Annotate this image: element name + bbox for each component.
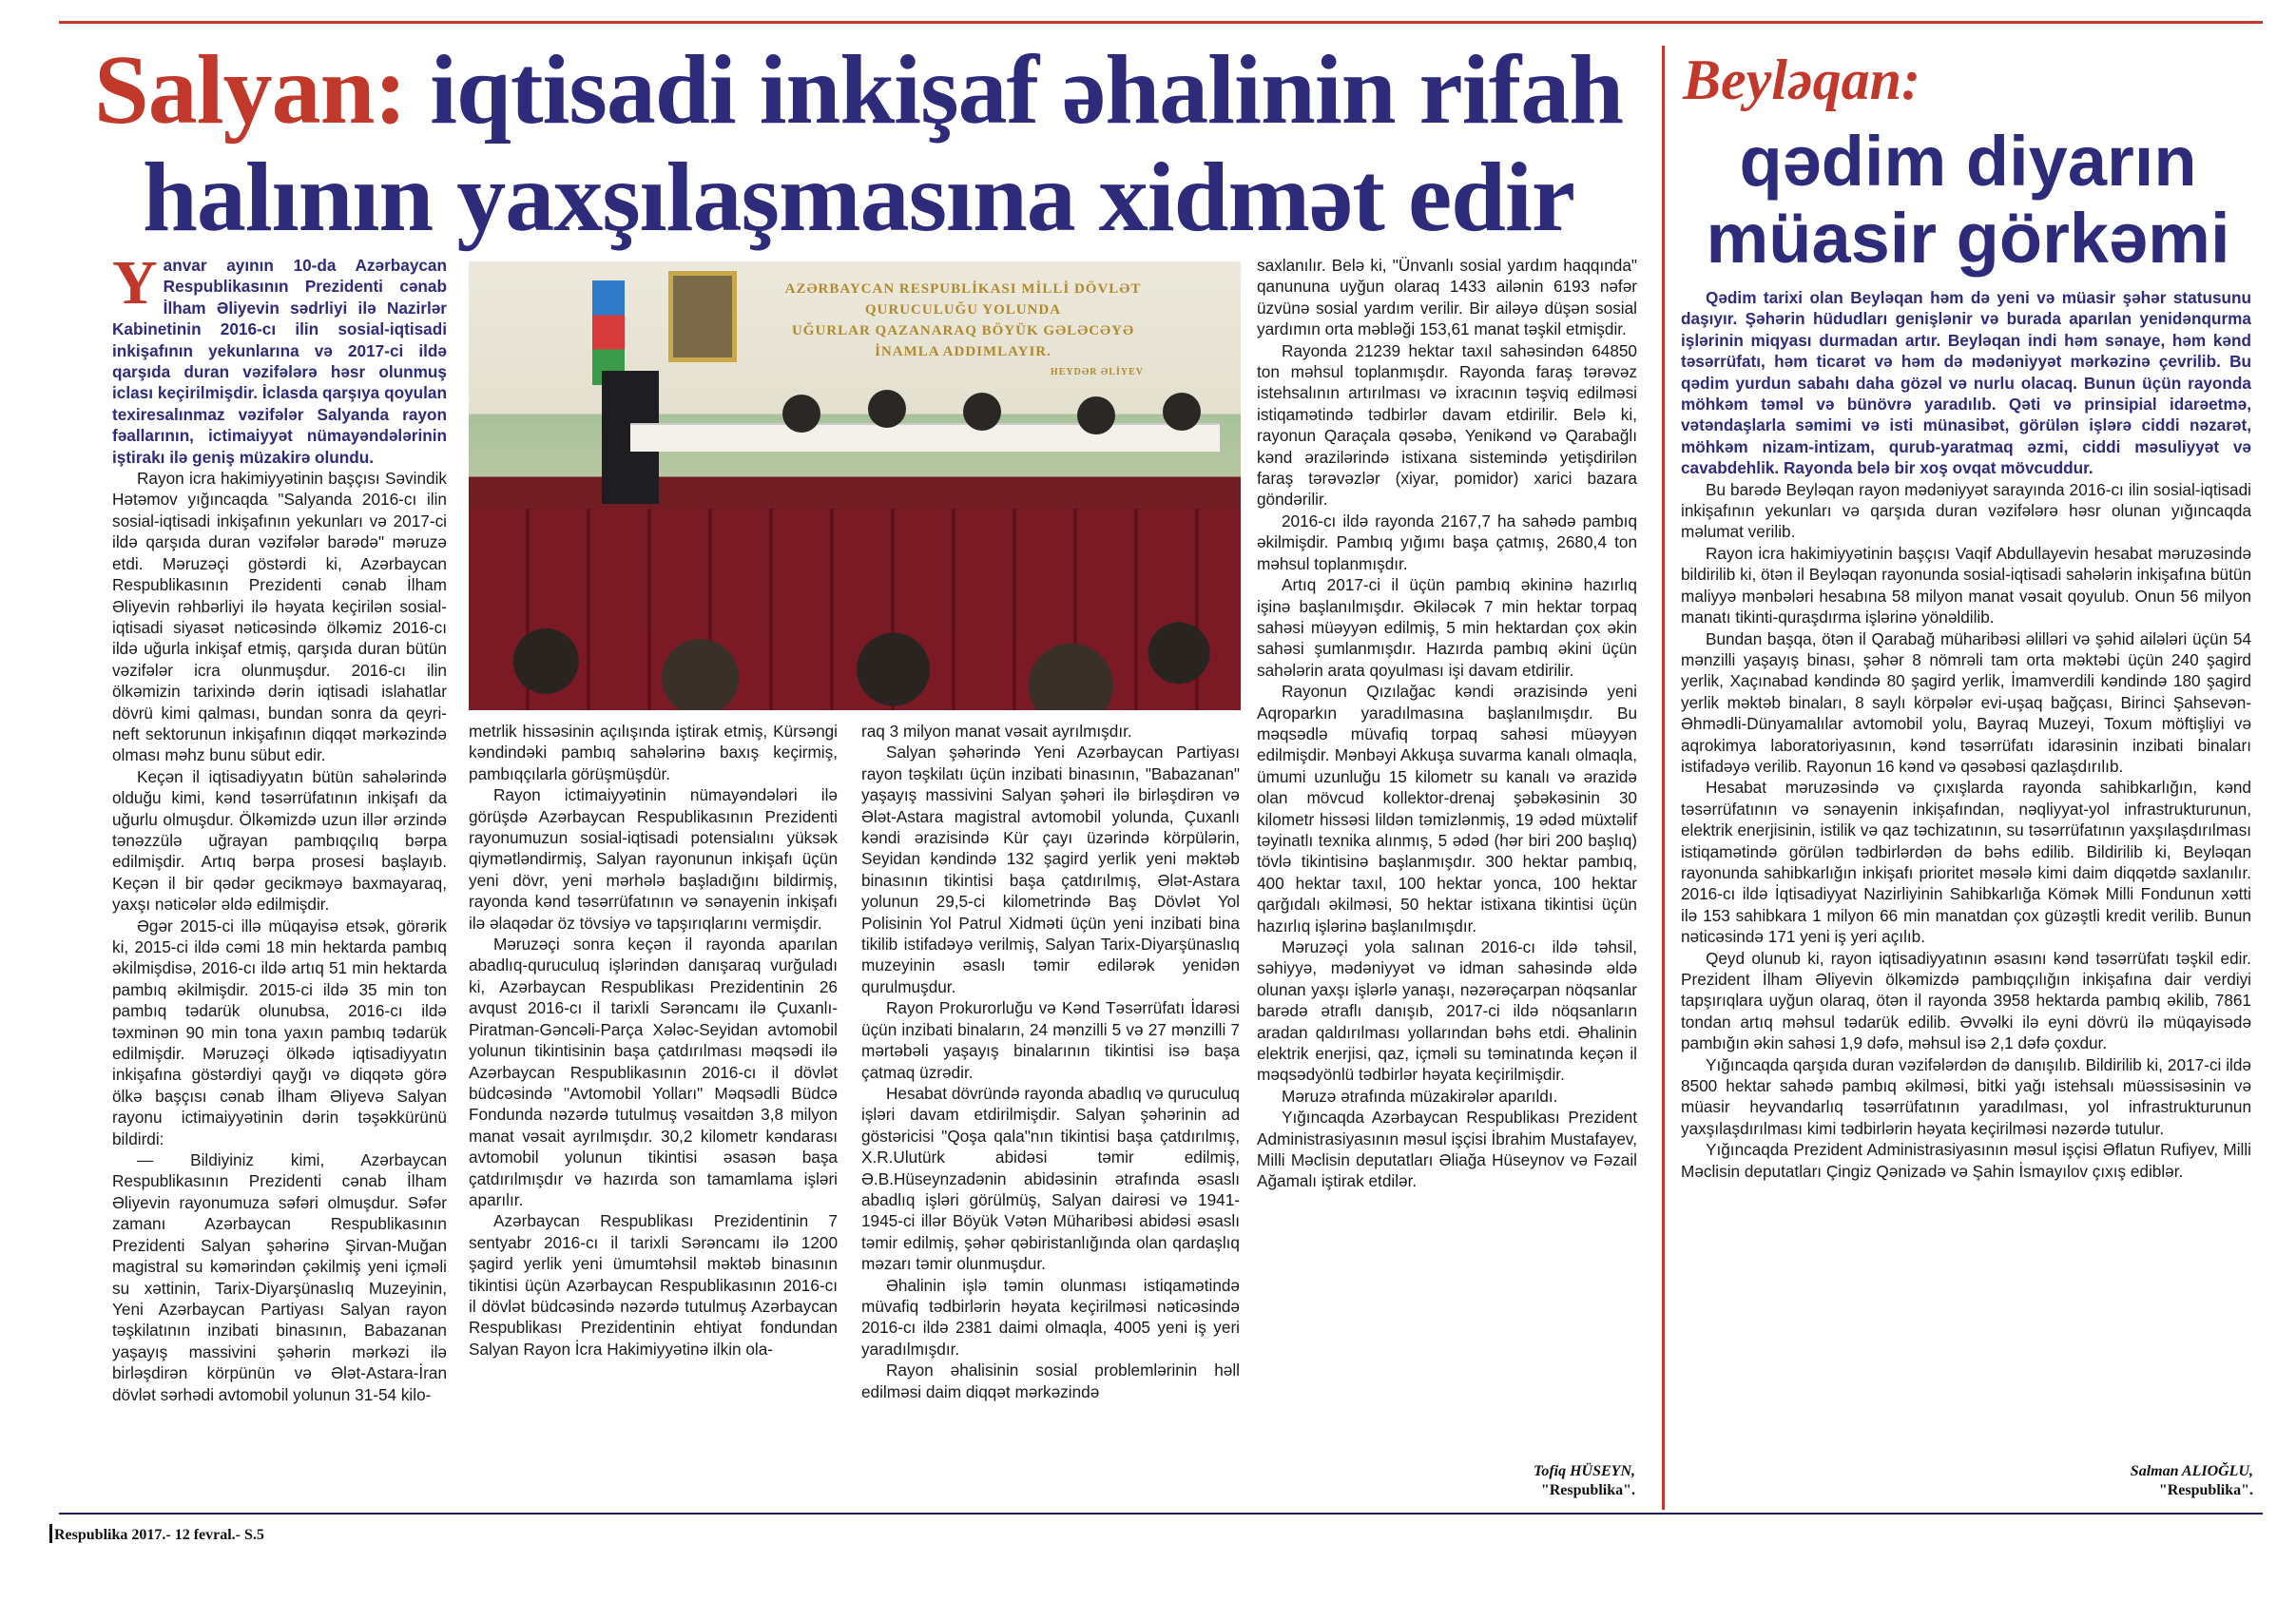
paragraph: Artıq 2017-ci il üçün pambıq əkininə hazırlıq işinə başlanılmışdır. Əkiləcək 7 min hektar torpaq sahəsi müəyyən edilmiş, 5 min hektardan çox əkin sahəsi şumlanmışdır. Hazırda pambıq əkini üçün sahələrin arata qoyulması işi davam etdirilir. xyxy=(1257,575,1637,680)
wall-banner xyxy=(744,279,1182,383)
headline-place-right: Beyləqan: xyxy=(1683,48,1920,111)
paragraph: — Bildiyiniz kimi, Azərbaycan Respublikasının Prezidenti cənab İlham Əliyevin rayonumuza səfəri olmuşdur. Səfər zamanı Azərbaycan Respublikasının Prezidenti Salyan şəhərinə Şirvan-Muğan magistral su kəmərindən çəkilmiş yeni içməli su xəttinin, Tarix-Diyarşünaslıq Muzeyinin, Yeni Azərbaycan Partiyası Salyan rayon təşkilatının inzibati binasının, Babazanan yaşayış massivini şəhərin mərkəzi ilə birləşdirən körpünün və Ələt-Astara-İran dövlət sərhədi avtomobil yolunun 31-54 kilo- xyxy=(112,1150,447,1404)
paragraph: Yığıncaqda Prezident Administrasiyasının məsul işçisi Əflatun Rufiyev, Milli Məclisin deputatları Çingiz Qənizadə və Şahin İsmayılov çıxış ediblər. xyxy=(1681,1140,2251,1181)
paragraph: Hesabat məruzəsində və çıxışlarda rayonda sahibkarlığın, kənd təsərrüfatının və sənayenin inkişafından, nəqliyyat-yol infrastrukturunun, elektrik enerjisinin, istilik və qaz təchizatının, su təsərrüfatının yaxşılaşdırılması istiqamətində görülən tədbirlərdən də bəhs edilib. Bildirilib ki, Beyləqan rayonunda sahibkarlığın inkişafı prioritet məsələ kimi daim diqqətdə saxlanılır. 2016-cı ildə İqtisadiyyat Nazirliyinin Sahibkarlığa Kömək Milli Fondunun xətti ilə 153 sahibkara 1 milyon 66 min manatdan çox güzəştli kredit verilib. Bunun nəticəsində 171 yeni iş yeri açılıb. xyxy=(1681,778,2251,947)
headline-line2: halının yaxşılaşmasına xidmət edir xyxy=(143,143,1574,253)
lead-paragraph: Qədim tarixi olan Beyləqan həm də yeni və müasir şəhər statusunu daşıyır. Şəhərin hüdudları genişlənir və burada aparılan yenidənqurma işlərinin miqyası durmadan artır. Beyləqan indi həm sənaye, həm kənd təsərrüfatı, həm ticarət və həm də mədəniyyət mərkəzinə çevrilib. Bu qədim yurdun sabahı daha gözəl və nurlu olacaq. Bunun üçün rayonda möhkəm təməl və bünövrə yaradılıb. Qəti və prinsipial idarəetmə, vətəndaşlarla səmimi və isti münasibət, görülən işlərə ciddi nəzarət, möhkəm nizam-intizam, qurub-yaratmaq əzmi, ciddi məsuliyyət və cavabdehlik. Rayonda belə bir xoş ovqat mövcuddur. xyxy=(1681,288,2251,478)
paragraph: 2016-cı ildə rayonda 2167,7 ha sahədə pambıq əkilmişdir. Pambıq yığımı başa çatmış, 2680,4 ton məhsul toplanmışdır. xyxy=(1257,511,1637,573)
paragraph: Rayon icra hakimiyyətinin başçısı Səvindik Hətəmov yığıncaqda "Salyanda 2016-cı ilin sosial-iqtisadi inkişafının yekunları və 2017-ci ildə qarşıda duran vəzifələr barədə" məruzə etdi. Məruzəçi göstərdi ki, Azərbaycan Respublikasının Prezidenti cənab İlham Əliyevin rəhbərliyi ilə həyata keçirilən sosial-iqtisadi siyasət nəticəsində ölkəmiz 2016-cı ildə uğurla inkişaf etmiş, qarşıda duran bütün vəzifələr icra olunmuşdur. 2016-cı ilin ölkəmizin tarixində dərin iqtisadi islahatlar dövrü kimi qalması, bundan sonra da qeyri-neft sektorunun inkişafının diqqət mərkəzində olması məhz bunu sübut edir. xyxy=(112,469,447,765)
article-column-1 xyxy=(112,248,447,1405)
byline-publication: "Respublika". xyxy=(1540,1482,1635,1498)
paragraph: Rayon icra hakimiyyətinin başçısı Vaqif Abdullayevin hesabat məruzəsində bildirilib ki, ötən il Beyləqan rayonunda sosial-iqtisadi sahələrin inkişafına bütün maliyyə mənbələri hesabına 58 milyon manat vəsait qoyulub. Onun 56 milyon manatı tikinti-quraşdırma işlərinə yönəldilib. xyxy=(1681,543,2252,627)
beyleqan-headline xyxy=(1683,48,2253,278)
paragraph: Yığıncaqda qarşıda duran vəzifələrdən də danışılıb. Bildirilib ki, 2017-ci ildə 8500 hektar sahədə pambıq əkilməsi, bitki yağı istehsalı müəssisəsinin və müasir heyvandarlıq təsərrüfatının yaradılması, yol infrastrukturunun yaxşılaşdırılması kimi tədbirlərin həyata keçirilməsi nəzərdə tutulur. xyxy=(1681,1054,2251,1138)
paragraph: Yığıncaqda Azərbaycan Respublikası Prezident Administrasiyasının məsul işçisi İbrahim Mustafayev, Milli Məclisin deputatları Əliağa Hüseynov və Fəzail Ağamalı iştirak etdilər. xyxy=(1257,1108,1637,1191)
paragraph: Bundan başqa, ötən il Qarabağ müharibəsi əlilləri və şəhid ailələri üçün 54 mənzilli yaşayış binası, şəhər 8 nömrəli tam orta məktəbi üçün 240 şagird yerlik, Xaçınabad kəndində 80 şagird yerlik, İmamverdili kəndində 180 şagird yerlik məktəb binaları, 8 saylı körpələr evi-uşaq bağçası, Birinci Şahsevən-Əhmədli-Dünyamalılar avtomobil yolu, Bayraq Muzeyi, Toxum möftişliyi və aqrokimya laboratoriyasının, kənd təsərrüfatı idarəsinin inzibati binaları istifadəyə verilib. Rayonun 16 kənd və qəsəbəsi qazlaşdırılıb. xyxy=(1681,628,2251,776)
article-column-2 xyxy=(469,721,838,1360)
person-head xyxy=(868,390,906,428)
person-head xyxy=(1163,393,1201,431)
byline-author: Tofiq HÜSEYN, xyxy=(1534,1463,1635,1479)
bottom-rule xyxy=(59,1513,2263,1515)
byline-left xyxy=(1350,1462,1635,1500)
person-head xyxy=(782,395,820,433)
paragraph: Məruzəçi yola salınan 2016-cı ildə təhsil, səhiyyə, mədəniyyət və idman sahəsində əldə olunan yaxşı işlərlə yanaşı, nəzərəçarpan nöqsanlar barədə ətraflı danışıb, 2017-ci ildə nöqsanların aradan qaldırılması yollarından bəhs etdi. Əhalinin elektrik enerjisi, qaz, içməli su təminatında keçən il məqsədyönlü tədbirlər həyata keçirilmişdir. xyxy=(1257,937,1637,1085)
paragraph: Salyan şəhərində Yeni Azərbaycan Partiyası rayon təşkilatı üçün inzibati binasının, "Babazanan" yaşayış massivini Salyan şəhəri ilə birləşdirən və Ələt-Astara magistral avtomobil yolunda, Çuxanlı kəndi ərazisində Kür çayı üzərində körpülərin, Seyidan kəndində 132 şagird yerlik yeni məktəb binasının tikintisi başa çatdırılmış, Ələt-Astara yolunun 29,5-ci kilometrində Baş Dövlət Yol Polisinin Yol Patrul Xidməti üçün yeni inzibati bina tikilib istifadəyə verilmiş, Salyan Tarix-Diyarşünaslıq muzeyinin əsaslı təmir edilərək yenidən qurulmuşdur. xyxy=(861,743,1240,996)
footer-bar xyxy=(49,1524,52,1543)
portrait-image xyxy=(668,271,737,362)
article-lead-right xyxy=(1681,287,2251,479)
dropcap: Y xyxy=(112,248,158,318)
paragraph: Rayon əhalisinin sosial problemlərinin həll edilməsi daim diqqət mərkəzində xyxy=(861,1360,1240,1401)
conference-photo xyxy=(469,261,1241,710)
person-head xyxy=(963,393,1001,431)
article-column-3 xyxy=(861,721,1240,1402)
page-footer xyxy=(49,1524,264,1544)
byline-right xyxy=(1958,1462,2253,1500)
beyleqan-article-body xyxy=(1681,287,2251,1182)
banner-text: İNAMLA ADDIMLAYIR. xyxy=(875,344,1052,359)
article-column-4 xyxy=(1257,255,1637,1192)
flag-icon xyxy=(592,280,625,385)
column-divider xyxy=(1662,46,1665,1510)
audience-crowd xyxy=(469,547,1241,710)
headline-right-line2: müasir görkəmi xyxy=(1706,199,2230,279)
paragraph: Əhalinin işlə təmin olunması istiqamətində müvafiq tədbirlərin həyata keçirilməsi nəticəsində 2016-cı ildə 2381 daimi olmaqla, 4005 yeni iş yeri yaradılmışdır. xyxy=(861,1275,1240,1359)
paragraph: metrlik hissəsinin açılışında iştirak etmiş, Kürsəngi kəndindəki pambıq sahələrinə baxış keçirmiş, pambıqçılarla görüşmüşdür. xyxy=(469,722,838,783)
paragraph: Bu barədə Beyləqan rayon mədəniyyət sarayında 2016-cı ilin sosial-iqtisadi inkişafının yekunları və qarşıda duran vəzifələrə həsr olunan yığıncaqda məlumat verilib. xyxy=(1681,479,2251,542)
paragraph: Qeyd olunub ki, rayon iqtisadiyyatının əsasını kənd təsərrüfatı təşkil edir. Prezident İlham Əliyevin ölkəmizdə pambıqçılığın inkişafına dair verdiyi tapşırıqlara uyğun olaraq, ötən il rayonda 3958 hektarda pambıq əkilib, 7861 tondan artıq məhsul tədarük edilib. Əvvəlki ilə eyni dövrü ilə müqayisədə pambığın əkin sahəsi 1,9 dəfə, məhsul isə 2,1 dəfə çoxdur. xyxy=(1681,948,2251,1053)
salyan-headline xyxy=(74,35,1643,253)
paragraph: Məruzə ətrafında müzakirələr aparıldı. xyxy=(1282,1086,1558,1106)
byline-publication: "Respublika". xyxy=(2158,1482,2253,1498)
paragraph: Rayon Prokurorluğu və Kənd Təsərrüfatı İdarəsi üçün inzibati binaların, 24 mənzilli 5 və 27 mənzilli 7 mərtəbəli yaşayış binalarının tikintisi isə başa çatmaq üzrədir. xyxy=(861,998,1240,1082)
paragraph: Əgər 2015-ci illə müqayisə etsək, görərik ki, 2015-ci ildə cəmi 18 min hektarda pambıq əkilmişdisə, 2016-cı ildə artıq 51 min hektarda pambıq əkilmişdir. 2015-ci ildə 35 min ton pambıq tədarük olunubsa, 2016-cı ildə təxminən 90 min tona yaxın pambıq tədarük edilmişdir. Məruzəçi ölkədə iqtisadiyyatın inkişafına göstərdiyi qayğı və diqqətə görə ölkə başçısı cənab İlham Əliyevə Salyan rayonu ictimaiyyətinin dərin təşəkkürünü bildirdi: xyxy=(112,916,447,1148)
banner-text: UĞURLAR QAZANARAQ BÖYÜK GƏLƏCƏYƏ xyxy=(791,323,1135,338)
paragraph: Azərbaycan Respublikası Prezidentinin 7 sentyabr 2016-cı il tarixli Sərəncamı ilə 1200 şagird yerlik yeni ümumtəhsil məktəb binasının tikintisi üçün Azərbaycan Respublikasının 2016-cı il dövlət büdcəsində nəzərdə tutulmuş Azərbaycan Respublikası Prezidentinin ehtiyat fondundan Salyan Rayon İcra Hakimiyyətinə ilkin ola- xyxy=(469,1211,838,1359)
headline-place: Salyan: xyxy=(93,35,407,145)
headline-right-line1: qədim diyarın xyxy=(1739,122,2197,201)
top-rule xyxy=(59,21,2263,24)
byline-author: Salman ALIOĞLU, xyxy=(2130,1463,2253,1479)
paragraph: Rayonda 21239 hektar taxıl sahəsindən 64850 ton məhsul toplanmışdır. Rayonda faraş tərəvəz istehsalının artırılması və ixracının təşviq edilməsi istiqamətində tədbirlər davam etdirilir. Belə ki, rayonun Qaraçala qəsəbə, Yenikənd və Qarabağlı kənd ərazilərində istixana sistemində yetişdirilən faraş tərəvəzlər (xiyar, pomidor) xarici bazara göndərilir. xyxy=(1257,340,1637,510)
paragraph: Rayon ictimaiyyətinin nümayəndələri ilə görüşdə Azərbaycan Respublikasının Prezidenti rayonumuzun sosial-iqtisadi potensialını yüksək qiymətləndirmiş, Salyan rayonunun inkişafı üçün yeni dövr, yeni mərhələ başladığını bildirmiş, rayonda kənd təsərrüfatının və sənayenin inkişafı ilə əlaqədar öz tövsiyə və tapşırıqlarını vermişdir. xyxy=(469,785,838,933)
person-head xyxy=(1077,396,1115,434)
paragraph: Keçən il iqtisadiyyatın bütün sahələrində olduğu kimi, kənd təsərrüfatının inkişafı da uğurlu olmuşdur. Ölkəmizdə uzun illər ərzində tənəzzülə uğrayan pambıqçılıq bərpa edilmişdir. Artıq bərpa prosesi başlayıb. Keçən il bir qədər gecikməyə baxmayaraq, yaxşı nəticələr əldə edilmişdir. xyxy=(112,766,447,915)
paragraph: Məruzəçi sonra keçən il rayonda aparılan abadlıq-quruculuq işlərindən danışaraq vurğuladı ki, Azərbaycan Respublikası Prezidentinin 26 avqust 2016-cı il tarixli Sərəncamı ilə Çuxanlı-Piratman-Gəncəli-Parça Xələc-Seyidan avtomobil yolunun tikintisinin başa çatdırılması məqsədi ilə Azərbaycan Respublikasının 2016-cı il dövlət büdcəsində "Avtomobil Yolları" Məqsədli Büdcə Fondunda nəzərdə tutulmuş vəsaitdən 3,8 milyon manat vəsait ayrılmışdır. 30,2 kilometr kəndarası avtomobil yolunun tikintisi əsasən başa çatdırılmışdır və hazırda son tamamlama işləri aparılır. xyxy=(469,935,838,1209)
article-lead xyxy=(112,248,447,468)
headline-line1: iqtisadi inkişaf əhalinin rifah xyxy=(430,35,1624,145)
banner-text: AZƏRBAYCAN RESPUBLİKASI MİLLİ DÖVLƏT xyxy=(784,281,1142,297)
presidium-table xyxy=(630,423,1220,452)
paragraph: Rayonun Qızılağac kəndi ərazisində yeni Aqroparkın yaradılmasına başlanılmışdır. Bu məqsədlə müvafiq torpaq sahəsi müəyyən edilmişdir. Mənbəyi Akkuşa suvarma kanalı olmaqla, ümumi uzunluğu 15 kilometr su kanalı və ərazidə olan mövcud kollektor-drenaj şəbəkəsinin 30 kilometr hissəsi lildən təmizlənmiş, 19 ədəd müxtəlif təyinatlı texnika alınmış, 5 ədəd (hər biri 200 başlıq) tövlə tikintisinə başlanmışdır. 300 hektar pambıq, 400 hektar taxıl, 100 hektar yonca, 100 hektar qarğıdalı əkilməsi, 50 hektar istixana tikintisi üçün hazırlıq işlərinə başlanılmışdır. xyxy=(1257,682,1637,936)
banner-signature: HEYDƏR ƏLİYEV xyxy=(1050,367,1144,377)
paragraph: Hesabat dövründə rayonda abadlıq və quruculuq işləri davam etdirilmişdir. Salyan şəhərinin ad göstəricisi "Qoşa qala"nın tikintisi başa çatdırılmış, X.R.Ulutürk abidəsi təmir edilmiş, Ə.B.Hüseynzadənin abidəsinin ətrafında əsaslı abadlıq işləri görülmüş, Salyan dairəsi və 1941-1945-ci illər Böyük Vətən Müharibəsi abidəsi əsaslı təmir edilmiş, şəhər qəbiristanlığında olan qardaşlıq məzarı təmir olunmuşdur. xyxy=(861,1083,1240,1274)
paragraph: raq 3 milyon manat vəsait ayrılmışdır. xyxy=(861,722,1132,741)
footer-text: Respublika 2017.- 12 fevral.- S.5 xyxy=(54,1527,264,1543)
lead-paragraph: anvar ayının 10-da Azərbaycan Respublikasının Prezidenti cənab İlham Əliyevin sədrliyi ilə Nazirlər Kabinetinin 2016-cı ilin sosial-iqtisadi inkişafının yekunlarına və 2017-ci ildə qarşıda duran vəzifələrə həsr olunmuş iclası keçirilmişdir. İclasda qarşıya qoyulan texiresalınmaz vəzifələr Salyanda rayon fəallarının, ictimaiyyət nümayəndələrinin iştirakı ilə geniş müzakirə olundu. xyxy=(112,256,447,467)
banner-text: QURUCULUĞU YOLUNDA xyxy=(864,302,1062,318)
paragraph: saxlanılır. Belə ki, "Ünvanlı sosial yardım haqqında" qanununa uyğun olaraq 1433 ailənin 6193 nəfər üzvünə sosial yardım verilir. Bir ailəyə düşən sosial yardımın orta məbləği 153,61 manat təşkil etmişdir. xyxy=(1257,256,1637,339)
